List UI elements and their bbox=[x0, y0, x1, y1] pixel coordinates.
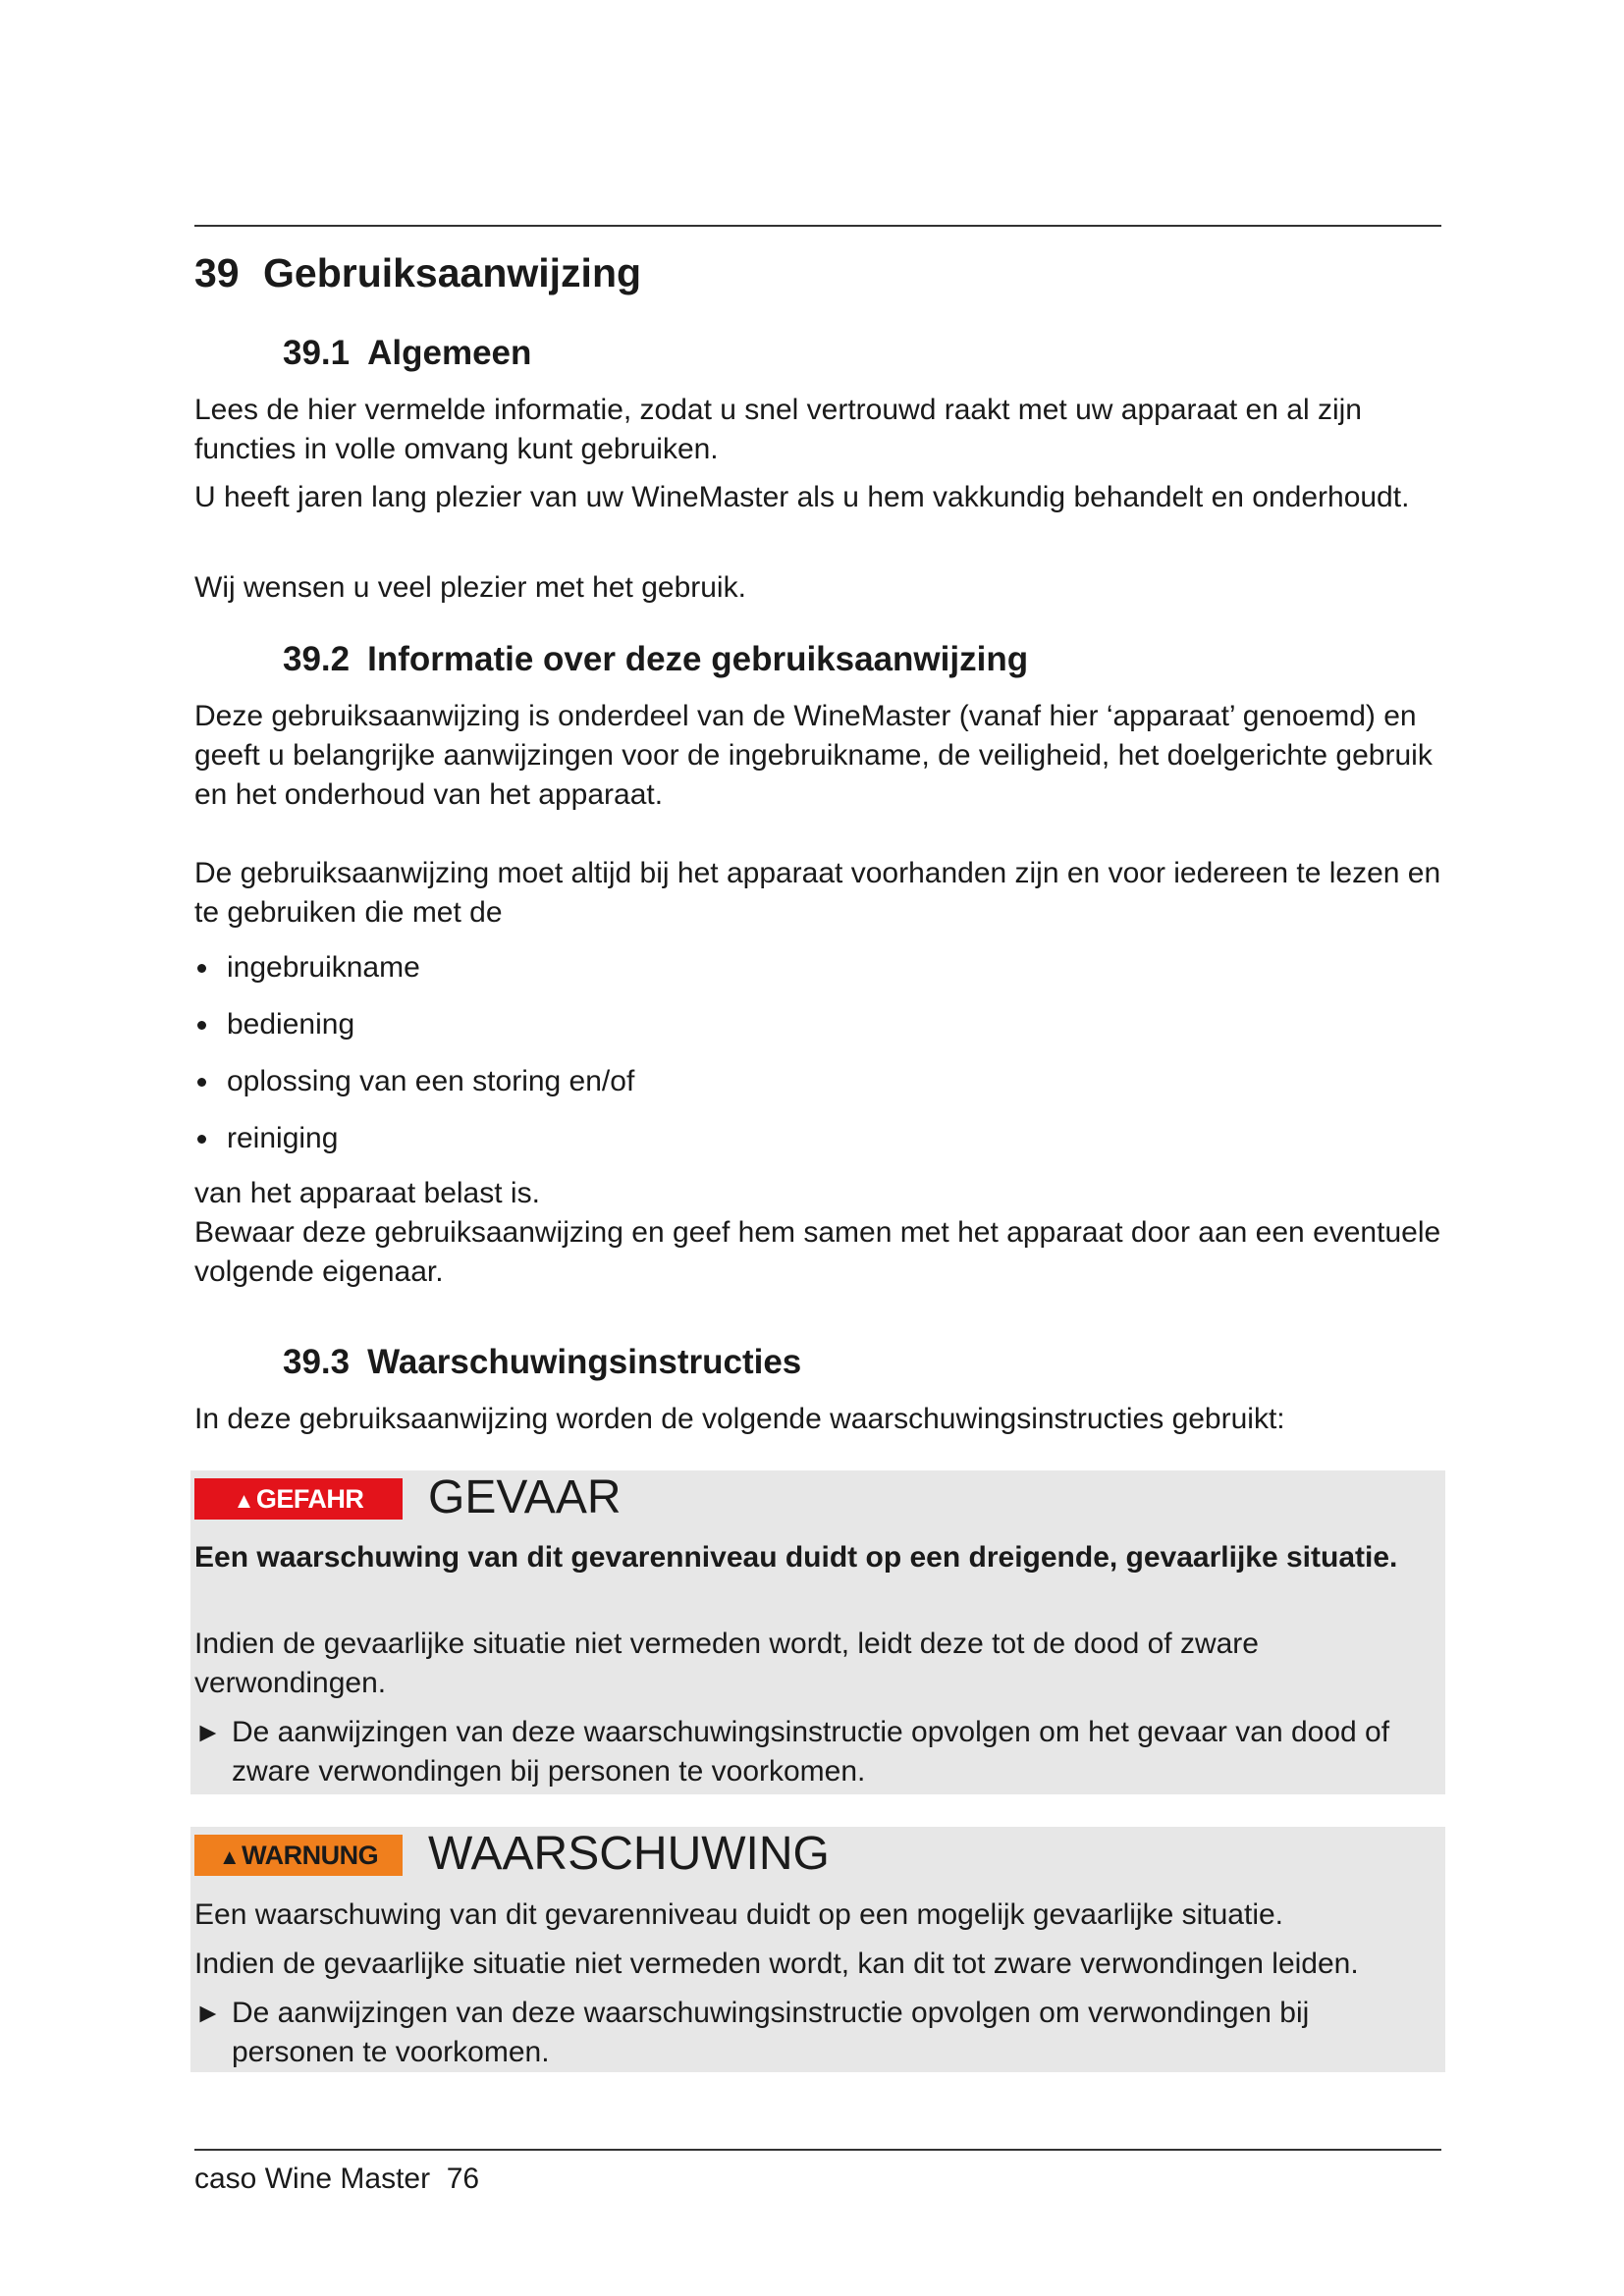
paragraph: van het apparaat belast is. bbox=[194, 1177, 540, 1209]
warning-instruction: De aanwijzingen van deze waarschuwingsinstructie opvolgen om het gevaar van dood of zware verwondingen bij personen te voorkomen. bbox=[232, 1716, 1390, 1788]
chapter-number: 39 bbox=[194, 250, 240, 295]
warning-text: Een waarschuwing van dit gevarenniveau duidt op een mogelijk gevaarlijke situatie. bbox=[194, 1898, 1284, 1931]
page-number: 76 bbox=[446, 2163, 480, 2195]
section-heading-informatie: 39.2 Informatie over deze gebruiksaanwijzing bbox=[283, 640, 1029, 678]
paragraph: In deze gebruiksaanwijzing worden de volgende waarschuwingsinstructies gebruikt: bbox=[194, 1403, 1285, 1435]
page-footer bbox=[194, 2163, 479, 2196]
warning-triangle-icon: ▲ bbox=[233, 1488, 254, 1513]
paragraph: Wij wensen u veel plezier met het gebruik. bbox=[194, 571, 746, 604]
list-item: reiniging bbox=[194, 1119, 634, 1176]
paragraph: Lees de hier vermelde informatie, zodat u snel vertrouwd raakt met uw apparaat en al zijn functies in volle omvang kunt gebruiken. bbox=[194, 394, 1362, 465]
list-item: bediening bbox=[194, 1005, 634, 1062]
arrow-icon: ► bbox=[194, 1998, 222, 2028]
warning-box bbox=[190, 1827, 1445, 2072]
gefahr-badge: ▲GEFAHR bbox=[194, 1478, 403, 1520]
footer-rule bbox=[194, 2149, 1441, 2151]
footer-text: caso Wine Master bbox=[194, 2163, 431, 2195]
paragraph: De gebruiksaanwijzing moet altijd bij het apparaat voorhanden zijn en voor iedereen te lezen en te gebruiken die met de bbox=[194, 857, 1441, 929]
signal-word: GEVAAR bbox=[428, 1471, 622, 1523]
chapter-title: Gebruiksaanwijzing bbox=[263, 250, 642, 295]
section-heading-waarschuwingsinstructies: 39.3 Waarschuwingsinstructies bbox=[283, 1343, 802, 1381]
warning-triangle-icon: ▲ bbox=[218, 1844, 241, 1869]
paragraph: Bewaar deze gebruiksaanwijzing en geef hem samen met het apparaat door aan een eventuele volgende eigenaar. bbox=[194, 1216, 1441, 1288]
list-item: ingebruikname bbox=[194, 948, 634, 1005]
paragraph: U heeft jaren lang plezier van uw WineMaster als u hem vakkundig behandelt en onderhoudt. bbox=[194, 481, 1410, 513]
bullet-list bbox=[194, 948, 634, 1176]
danger-warning-box bbox=[190, 1470, 1445, 1794]
warning-bold-text: Een waarschuwing van dit gevarenniveau duidt op een dreigende, gevaarlijke situatie. bbox=[194, 1541, 1398, 1574]
signal-word: WAARSCHUWING bbox=[428, 1828, 830, 1880]
section-heading-algemeen: 39.1 Algemeen bbox=[283, 334, 532, 372]
warning-text: Indien de gevaarlijke situatie niet vermeden wordt, kan dit tot zware verwondingen leiden. bbox=[194, 1948, 1359, 1980]
warning-text: Indien de gevaarlijke situatie niet vermeden wordt, leidt deze tot de dood of zware verwondingen. bbox=[194, 1628, 1259, 1699]
paragraph: Deze gebruiksaanwijzing is onderdeel van de WineMaster (vanaf hier ‘apparaat’ genoemd) en geeft u belangrijke aanwijzingen voor de ingebruikname, de veiligheid, het doelgerichte gebruik en het onderhoud van het apparaat. bbox=[194, 700, 1433, 811]
chapter-heading bbox=[194, 250, 641, 296]
top-rule bbox=[194, 225, 1441, 227]
warnung-badge: ▲WARNUNG bbox=[194, 1835, 403, 1876]
list-item: oplossing van een storing en/of bbox=[194, 1062, 634, 1119]
warning-instruction: De aanwijzingen van deze waarschuwingsinstructie opvolgen om verwondingen bij personen te voorkomen. bbox=[232, 1997, 1310, 2068]
arrow-icon: ► bbox=[194, 1717, 222, 1747]
